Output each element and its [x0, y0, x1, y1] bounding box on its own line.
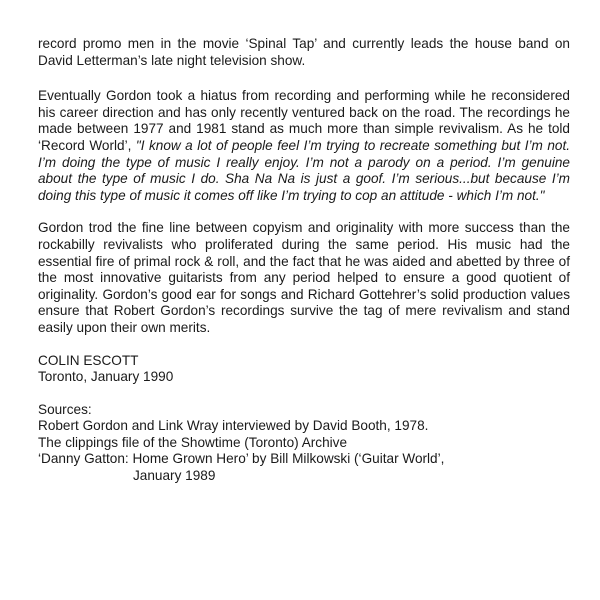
- sources-heading: Sources:: [38, 401, 92, 417]
- paragraph-intro: record promo men in the movie ‘Spinal Tap’ and currently leads the house band on David Letterman’s late night television show.: [38, 36, 570, 68]
- source-item: ‘Danny Gatton: Home Grown Hero’ by Bill Milkowski (‘Guitar World’,: [38, 451, 445, 467]
- record-world-quote: "I know a lot of people feel I’m trying to recreate something but I’m not. I’m doing the type of music I really enjoy. I’m not a parody on a period. I’m genuine about the type of music I do. Sha Na Na is just a goof. I’m serious...but because I’m doing this type of music it comes off like I’m trying to cop an attitude - which I’m not.": [38, 137, 570, 203]
- place-date: Toronto, January 1990: [38, 369, 174, 385]
- source-item: The clippings file of the Showtime (Toronto) Archive: [38, 434, 348, 450]
- sources-list: [38, 402, 570, 485]
- author-name: COLIN ESCOTT: [38, 352, 139, 368]
- paragraph-originality: Gordon trod the fine line between copyism and originality with more success than the rockabilly revivalists who proliferated during the same period. His music had the essential fire of primal rock & roll, and the fact that he was aided and abetted by three of the most innovative guitarists from any period helped to ensure a good quotient of originality. Gordon’s good ear for songs and Richard Gottehrer’s solid production values ensure that Robert Gordon’s recordings survive the tag of mere revivalism and stand easily upon their own merits.: [38, 220, 570, 335]
- signature-block: [38, 353, 570, 386]
- paragraph-hiatus: [38, 88, 570, 204]
- source-item: Robert Gordon and Link Wray interviewed by David Booth, 1978.: [38, 418, 429, 434]
- source-item-continuation: January 1989: [133, 468, 216, 484]
- paragraph-hiatus-text: Eventually Gordon took a hiatus from recording and performing while he reconsidered his career direction and has only recently ventured back on the road. The recordings he made between 1977 and 1981 stand as much more than simple revivalism. As he told ‘Record World’,: [38, 88, 570, 153]
